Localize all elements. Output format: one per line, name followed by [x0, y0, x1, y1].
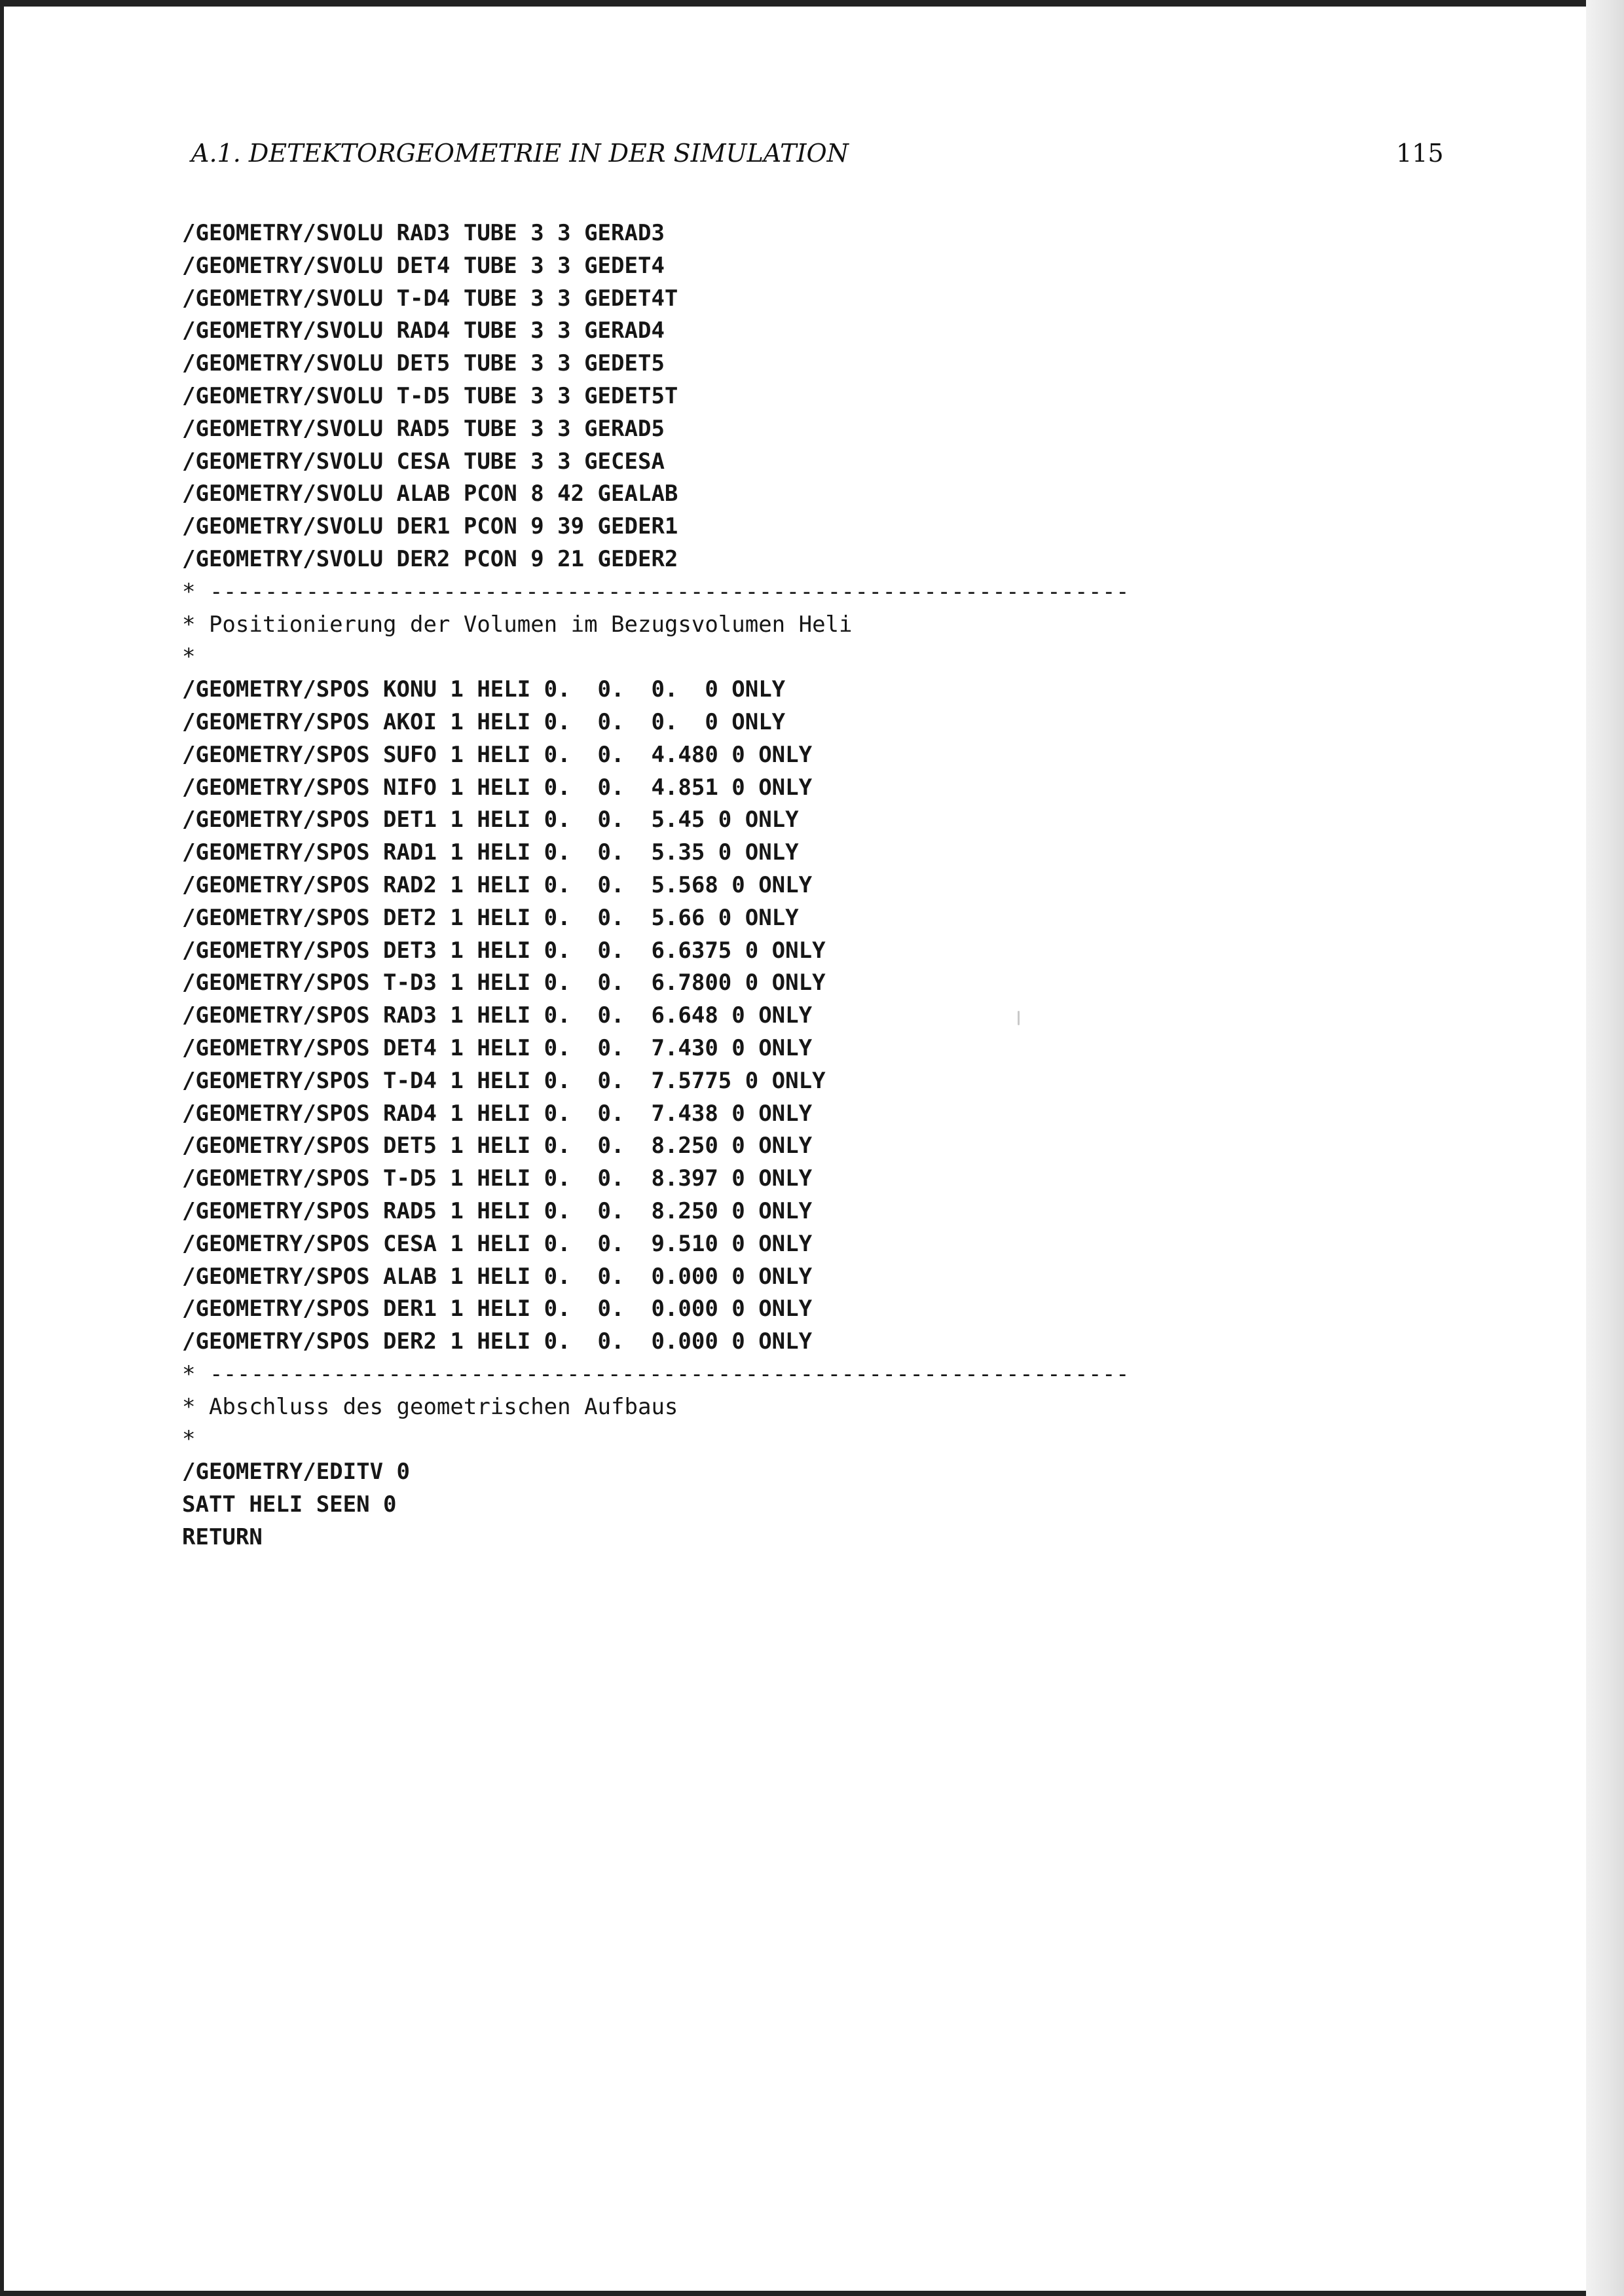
code-line: /GEOMETRY/SPOS SUFO 1 HELI 0. 0. 4.480 0 ONLY: [182, 741, 813, 768]
code-line: /GEOMETRY/SVOLU DET4 TUBE 3 3 GEDET4: [182, 252, 665, 279]
code-line: /GEOMETRY/SPOS RAD4 1 HELI 0. 0. 7.438 0 ONLY: [182, 1100, 813, 1127]
code-line: /GEOMETRY/SPOS T-D4 1 HELI 0. 0. 7.5775 0 ONLY: [182, 1067, 826, 1094]
code-line: /GEOMETRY/SVOLU T-D5 TUBE 3 3 GEDET5T: [182, 382, 678, 409]
code-line: /GEOMETRY/SPOS DET3 1 HELI 0. 0. 6.6375 0 ONLY: [182, 937, 826, 964]
code-line: /GEOMETRY/SPOS ALAB 1 HELI 0. 0. 0.000 0 ONLY: [182, 1263, 813, 1290]
code-line: SATT HELI SEEN 0: [182, 1491, 397, 1518]
code-line: /GEOMETRY/SVOLU ALAB PCON 8 42 GEALAB: [182, 481, 678, 507]
separator-comment-line: * -------------------------------------------------------------------: [182, 578, 1130, 605]
separator-comment-line: * -------------------------------------------------------------------: [182, 1360, 1130, 1387]
code-line: /GEOMETRY/SPOS AKOI 1 HELI 0. 0. 0. 0 ONLY: [182, 708, 786, 735]
running-head: A.1. DETEKTORGEOMETRIE IN DER SIMULATION: [191, 139, 849, 168]
code-line: /GEOMETRY/SPOS DET2 1 HELI 0. 0. 5.66 0 ONLY: [182, 904, 799, 931]
code-line: /GEOMETRY/SPOS RAD3 1 HELI 0. 0. 6.648 0 ONLY: [182, 1002, 813, 1029]
comment-line: *: [182, 1426, 196, 1453]
comment-line: * Positionierung der Volumen im Bezugsvolumen Heli: [182, 611, 853, 638]
code-line: /GEOMETRY/SVOLU DER2 PCON 9 21 GEDER2: [182, 545, 678, 572]
scan-edge-shadow: [1586, 0, 1624, 2296]
code-line: /GEOMETRY/SVOLU DET5 TUBE 3 3 GEDET5: [182, 350, 665, 377]
code-line: /GEOMETRY/SVOLU T-D4 TUBE 3 3 GEDET4T: [182, 285, 678, 312]
code-line: /GEOMETRY/SVOLU RAD3 TUBE 3 3 GERAD3: [182, 220, 665, 246]
code-line: /GEOMETRY/SPOS RAD1 1 HELI 0. 0. 5.35 0 ONLY: [182, 839, 799, 866]
comment-line: * Abschluss des geometrischen Aufbaus: [182, 1393, 678, 1420]
code-line: /GEOMETRY/SPOS RAD2 1 HELI 0. 0. 5.568 0 ONLY: [182, 871, 813, 898]
code-line: /GEOMETRY/SPOS T-D5 1 HELI 0. 0. 8.397 0 ONLY: [182, 1165, 813, 1192]
code-line: /GEOMETRY/SVOLU RAD5 TUBE 3 3 GERAD5: [182, 415, 665, 442]
code-line: /GEOMETRY/SPOS NIFO 1 HELI 0. 0. 4.851 0 ONLY: [182, 774, 813, 801]
page-number: 115: [1396, 139, 1444, 168]
code-line: /GEOMETRY/SPOS T-D3 1 HELI 0. 0. 6.7800 0 ONLY: [182, 970, 826, 996]
scan-speck: [1018, 1011, 1020, 1025]
code-line: /GEOMETRY/SVOLU DER1 PCON 9 39 GEDER1: [182, 513, 678, 540]
page-header: [191, 139, 1444, 178]
code-line: /GEOMETRY/SPOS DET4 1 HELI 0. 0. 7.430 0 ONLY: [182, 1034, 813, 1061]
code-line: /GEOMETRY/SPOS DET1 1 HELI 0. 0. 5.45 0 ONLY: [182, 807, 799, 833]
code-line: /GEOMETRY/SVOLU CESA TUBE 3 3 GECESA: [182, 448, 665, 475]
code-line: /GEOMETRY/SPOS DER1 1 HELI 0. 0. 0.000 0 ONLY: [182, 1296, 813, 1322]
code-listing: [182, 217, 1426, 1554]
code-line: /GEOMETRY/SPOS KONU 1 HELI 0. 0. 0. 0 ONLY: [182, 676, 786, 703]
code-line: /GEOMETRY/SPOS DER2 1 HELI 0. 0. 0.000 0 ONLY: [182, 1328, 813, 1355]
code-line: RETURN: [182, 1523, 263, 1550]
code-line: /GEOMETRY/EDITV 0: [182, 1459, 410, 1485]
code-line: /GEOMETRY/SVOLU RAD4 TUBE 3 3 GERAD4: [182, 318, 665, 344]
code-line: /GEOMETRY/SPOS CESA 1 HELI 0. 0. 9.510 0 ONLY: [182, 1230, 813, 1257]
comment-line: *: [182, 644, 196, 670]
code-line: /GEOMETRY/SPOS DET5 1 HELI 0. 0. 8.250 0 ONLY: [182, 1133, 813, 1159]
code-line: /GEOMETRY/SPOS RAD5 1 HELI 0. 0. 8.250 0 ONLY: [182, 1197, 813, 1224]
